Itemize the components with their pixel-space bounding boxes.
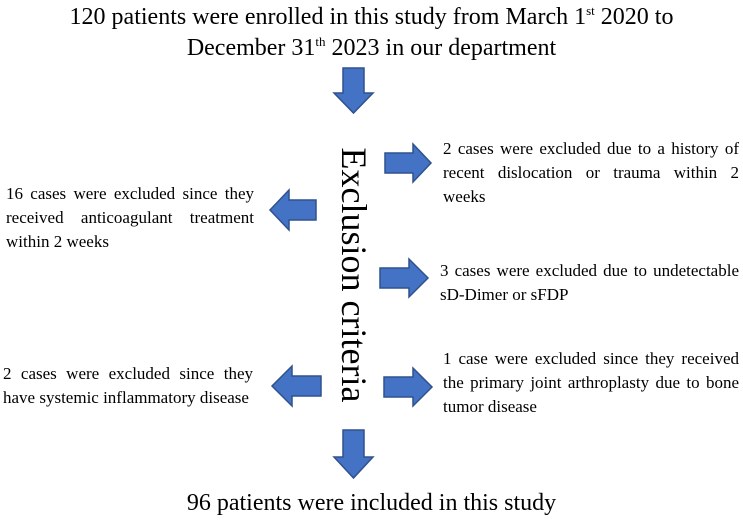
left-arrow-2-icon	[272, 366, 321, 406]
right-arrow-3-icon	[384, 368, 432, 406]
top-down-arrow-icon	[334, 68, 373, 113]
exclusion-box-dislocation: 2 cases were excluded due to a history of recent dislocation or trauma within 2 weeks	[443, 139, 739, 206]
exclusion-box-undetectable: 3 cases were excluded due to undetectable sD-Dimer or sFDP	[440, 261, 739, 304]
inclusion-result: 96 patients were included in this study	[186, 490, 557, 516]
bottom-down-arrow-icon	[334, 430, 373, 478]
left-arrow-1-icon	[270, 190, 316, 230]
exclusion-box-anticoagulant: 16 cases were excluded since they received anticoagulant treatment within 2 weeks	[6, 184, 254, 251]
enrollment-line-2: December 31th 2023 in our department	[186, 34, 557, 61]
right-arrow-1-icon	[385, 144, 431, 182]
right-arrow-2-icon	[380, 259, 428, 297]
enrollment-line-1: 120 patients were enrolled in this study from March 1st 2020 to	[69, 3, 674, 30]
exclusion-box-bone-tumor: 1 case were excluded since they received the primary joint arthroplasty due to bone tumor disease	[443, 349, 739, 416]
exclusion-box-inflammatory: 2 cases were excluded since they have systemic inflammatory disease	[3, 364, 253, 407]
